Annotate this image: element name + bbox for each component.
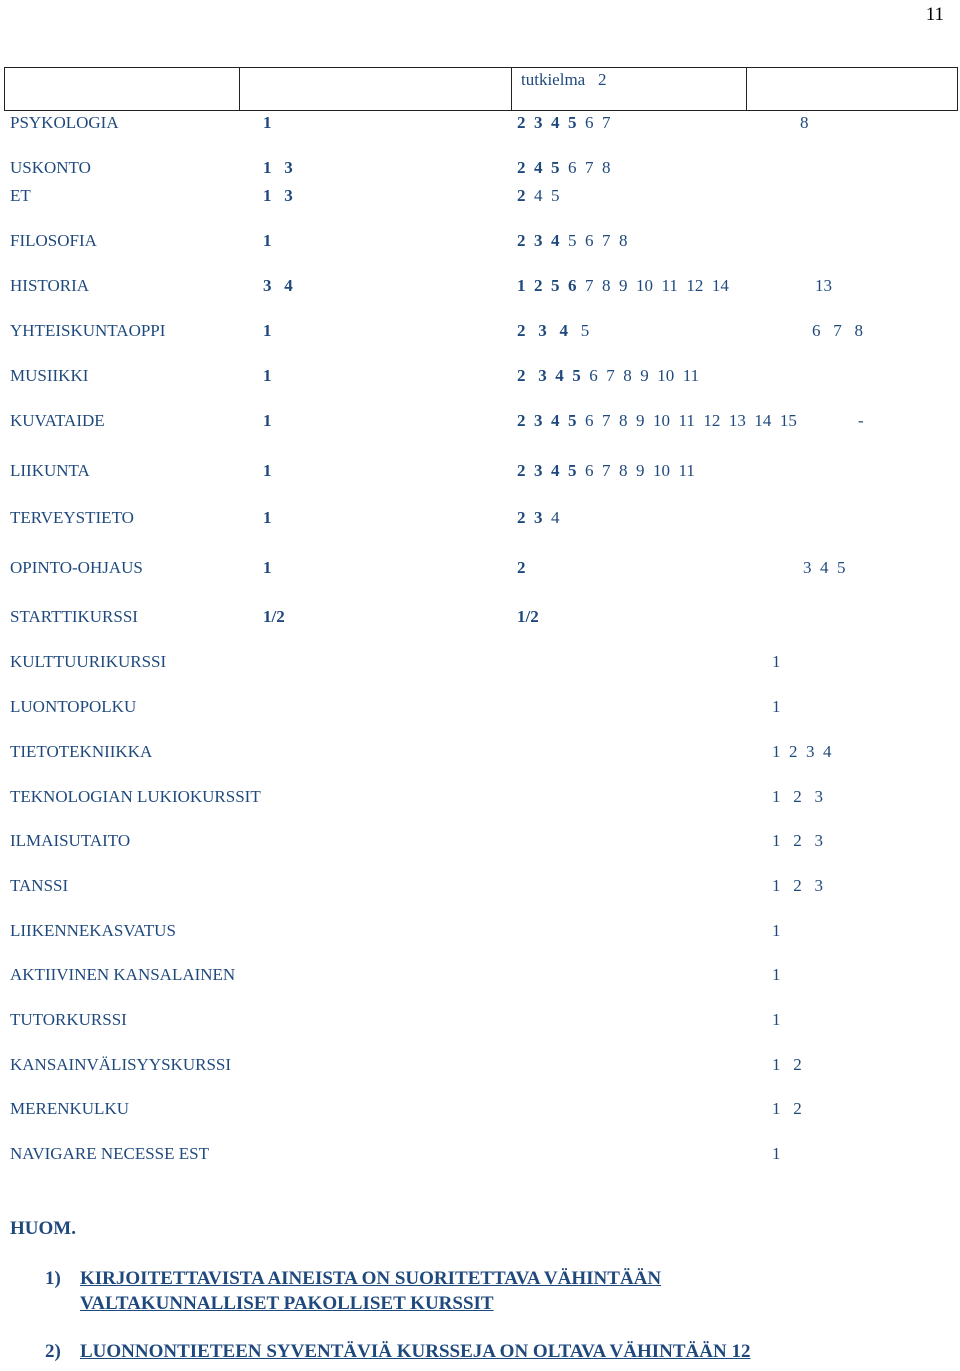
course-numbers-col4: 1 2 3 <box>772 831 823 850</box>
table-row <box>0 921 960 945</box>
course-numbers-col2: 1 <box>263 411 272 430</box>
table-row <box>0 876 960 900</box>
subject-name: TEKNOLOGIAN LUKIOKURSSIT <box>10 787 261 806</box>
course-numbers-col2: 1 <box>263 558 272 577</box>
table-row <box>0 697 960 721</box>
course-numbers-col4: - <box>858 411 864 430</box>
subject-name: STARTTIKURSSI <box>10 607 138 626</box>
page-number: 11 <box>925 4 944 25</box>
course-numbers-col2: 1 <box>263 231 272 250</box>
subject-name: KANSAINVÄLISYYSKURSSI <box>10 1055 232 1074</box>
header-cell-1 <box>5 68 240 110</box>
table-row <box>0 1144 960 1168</box>
table-row <box>0 1099 960 1123</box>
subject-name: MERENKULKU <box>10 1099 129 1118</box>
course-numbers-col3 <box>517 558 526 578</box>
course-numbers-col3-regular: 5 6 7 8 <box>559 231 628 250</box>
course-numbers-col3 <box>517 276 729 296</box>
course-numbers-col3 <box>517 411 797 431</box>
header-cell-4 <box>746 68 959 110</box>
subject-name: TIETOTEKNIIKKA <box>10 742 153 761</box>
course-numbers-col4: 8 <box>800 113 809 132</box>
course-numbers-col3 <box>517 366 699 386</box>
course-numbers-col3 <box>517 113 611 133</box>
course-numbers-col3 <box>517 508 560 528</box>
course-numbers-col3-regular: 6 7 <box>576 113 611 132</box>
subject-name: KUVATAIDE <box>10 411 105 430</box>
table-row <box>0 652 960 676</box>
header-cell-3 <box>511 68 747 110</box>
course-numbers-col3-regular: 5 <box>568 321 590 340</box>
course-numbers-col3 <box>517 461 695 481</box>
table-row <box>0 276 960 300</box>
subject-name: HISTORIA <box>10 276 90 295</box>
note-line: VALTAKUNNALLISET PAKOLLISET KURSSIT <box>80 1293 494 1314</box>
course-numbers-col4: 1 2 3 <box>772 876 823 895</box>
course-numbers-col3-bold: 2 3 4 5 <box>517 113 577 132</box>
course-numbers-col4: 1 <box>772 697 781 716</box>
subject-name: OPINTO-OHJAUS <box>10 558 143 577</box>
note-heading: HUOM. <box>10 1218 76 1239</box>
course-numbers-col2: 1/2 <box>263 607 285 626</box>
course-numbers-col2: 1 <box>263 461 272 480</box>
course-numbers-col3-bold: 2 3 4 <box>517 321 568 340</box>
subject-name: YHTEISKUNTAOPPI <box>10 321 166 340</box>
subject-name: ET <box>10 186 31 205</box>
subject-name: PSYKOLOGIA <box>10 113 119 132</box>
table-row <box>0 411 960 435</box>
table-row <box>0 321 960 345</box>
course-numbers-col2: 1 <box>263 113 272 132</box>
course-numbers-col4: 1 <box>772 921 781 940</box>
course-numbers-col3 <box>517 186 560 206</box>
table-row <box>0 607 960 631</box>
course-numbers-col4: 3 4 5 <box>803 558 846 577</box>
course-numbers-col4: 1 <box>772 652 781 671</box>
course-numbers-col2: 1 <box>263 321 272 340</box>
course-numbers-col3-regular: 6 7 8 <box>559 158 611 177</box>
course-numbers-col4: 1 2 <box>772 1055 802 1074</box>
subject-name: TUTORKURSSI <box>10 1010 127 1029</box>
course-numbers-col3 <box>517 231 628 251</box>
course-numbers-col4: 1 <box>772 1144 781 1163</box>
table-row <box>0 1010 960 1034</box>
course-numbers-col4: 1 <box>772 965 781 984</box>
course-numbers-col3-bold: 2 3 4 5 <box>517 366 581 385</box>
table-row <box>0 508 960 532</box>
course-numbers-col4: 1 2 3 <box>772 787 823 806</box>
table-row <box>0 831 960 855</box>
course-numbers-col4: 13 <box>815 276 832 295</box>
table-row <box>0 787 960 811</box>
table-row <box>0 113 960 137</box>
subject-name: TERVEYSTIETO <box>10 508 134 527</box>
course-numbers-col3-bold: 2 3 4 <box>517 231 560 250</box>
course-numbers-col3-regular: 4 5 <box>525 186 560 205</box>
course-numbers-col2: 3 4 <box>263 276 293 295</box>
course-numbers-col3 <box>517 321 589 341</box>
subject-name: NAVIGARE NECESSE EST <box>10 1144 209 1163</box>
table-row <box>0 558 960 582</box>
course-numbers-col3-bold: 2 <box>517 186 526 205</box>
subject-name: FILOSOFIA <box>10 231 97 250</box>
course-numbers-col3-bold: 1/2 <box>517 607 539 626</box>
course-numbers-col4: 1 2 3 4 <box>772 742 832 761</box>
course-numbers-col4: 1 2 <box>772 1099 802 1118</box>
subject-name: AKTIIVINEN KANSALAINEN <box>10 965 236 984</box>
course-numbers-col3 <box>517 607 539 627</box>
table-row <box>0 1055 960 1079</box>
course-numbers-col3-regular: 4 <box>542 508 560 527</box>
course-numbers-col4: 1 <box>772 1010 781 1029</box>
table-row <box>0 158 960 182</box>
header-cell-2 <box>239 68 512 110</box>
table-row <box>0 965 960 989</box>
course-numbers-col3-bold: 2 3 4 5 <box>517 461 577 480</box>
course-numbers-col4: 6 7 8 <box>812 321 863 340</box>
subject-name: LIIKENNEKASVATUS <box>10 921 176 940</box>
table-row <box>0 742 960 766</box>
course-numbers-col3-regular: 7 8 9 10 11 12 14 <box>576 276 729 295</box>
note-line: KIRJOITETTAVISTA AINEISTA ON SUORITETTAVA VÄHINTÄÄN <box>80 1268 662 1289</box>
subject-name: MUSIIKKI <box>10 366 89 385</box>
subject-name: ILMAISUTAITO <box>10 831 131 850</box>
course-numbers-col2: 1 <box>263 366 272 385</box>
subject-name: LUONTOPOLKU <box>10 697 137 716</box>
table-header <box>4 67 958 111</box>
note-line: LUONNONTIETEEN SYVENTÄVIÄ KURSSEJA ON OLTAVA VÄHINTÄÄN 12 <box>80 1341 751 1362</box>
course-numbers-col3-bold: 2 4 5 <box>517 158 560 177</box>
course-numbers-col2: 1 <box>263 508 272 527</box>
subject-name: USKONTO <box>10 158 91 177</box>
course-numbers-col3 <box>517 158 611 178</box>
table-row <box>0 461 960 485</box>
note-number: 1) <box>45 1268 61 1289</box>
course-numbers-col3-bold: 1 2 5 6 <box>517 276 577 295</box>
course-numbers-col3-bold: 2 <box>517 558 526 577</box>
header-label-tutkielma: tutkielma 2 <box>521 70 607 89</box>
course-numbers-col2: 1 3 <box>263 186 293 205</box>
table-row <box>0 231 960 255</box>
table-row <box>0 366 960 390</box>
course-numbers-col3-regular: 6 7 8 9 10 11 12 13 14 15 <box>576 411 797 430</box>
course-numbers-col3-regular: 6 7 8 9 10 11 <box>576 461 695 480</box>
course-numbers-col3-regular: 6 7 8 9 10 11 <box>580 366 700 385</box>
course-numbers-col3-bold: 2 3 4 5 <box>517 411 577 430</box>
subject-name: KULTTUURIKURSSI <box>10 652 167 671</box>
table-row <box>0 186 960 210</box>
subject-name: TANSSI <box>10 876 69 895</box>
course-numbers-col3-bold: 2 3 <box>517 508 543 527</box>
note-number: 2) <box>45 1341 61 1362</box>
subject-name: LIIKUNTA <box>10 461 90 480</box>
course-numbers-col2: 1 3 <box>263 158 293 177</box>
